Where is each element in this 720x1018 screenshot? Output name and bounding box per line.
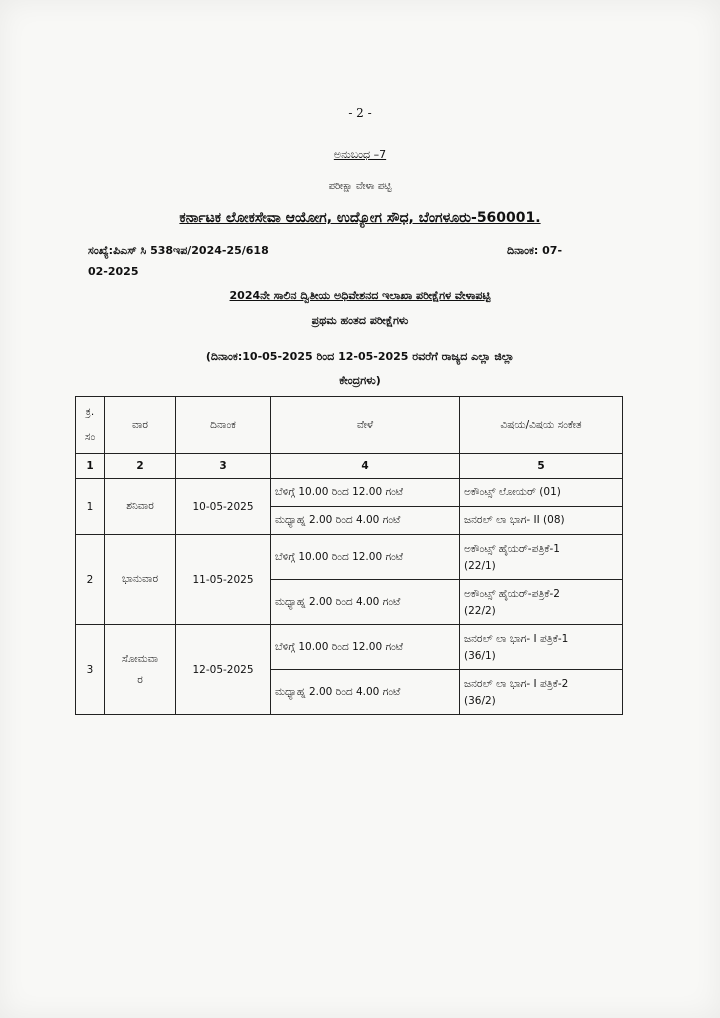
column-number-row <box>76 454 623 479</box>
subject-code: (36/2) <box>464 694 496 707</box>
row-afternoon-time: ಮಧ್ಯಾಹ್ನ 2.00 ರಿಂದ 4.00 ಗಂಟೆ <box>271 670 460 715</box>
column-number: 2 <box>105 454 176 479</box>
row-afternoon-time: ಮಧ್ಯಾಹ್ನ 2.00 ರಿಂದ 4.00 ಗಂಟೆ <box>271 507 460 535</box>
subject-name: ಜನರಲ್ ಲಾ ಭಾಗ- I ಪತ್ರಿಕೆ-1 <box>464 632 569 645</box>
header-sl-a: ಕ್ರ. <box>85 406 95 418</box>
phase-heading: ಪ್ರಥಮ ಹಂತದ ಪರೀಕ್ಷೆಗಳು <box>311 314 409 327</box>
row-morning-time: ಬೆಳಿಗ್ಗೆ 10.00 ರಿಂದ 12.00 ಗಂಟೆ <box>271 479 460 507</box>
subject-code: (22/2) <box>464 604 496 617</box>
header-sl <box>76 397 105 454</box>
row-date: 12-05-2025 <box>176 625 271 715</box>
header-date: ದಿನಾಂಕ <box>176 397 271 454</box>
header-day: ವಾರ <box>105 397 176 454</box>
column-number: 3 <box>176 454 271 479</box>
column-number: 1 <box>76 454 105 479</box>
subject-name: ಅಕೌಂಟ್ಸ್ ಹೈಯರ್-ಪತ್ರಿಕೆ-1 <box>464 542 560 555</box>
date-label: ದಿನಾಂಕ: 07- <box>507 244 563 257</box>
table-row <box>76 535 623 580</box>
office-title: ಕರ್ನಾಟಕ ಲೋಕಸೇವಾ ಆಯೋಗ, ಉದ್ಯೋಗ ಸೌಧ, ಬೆಂಗಳೂರು-560001. <box>179 210 541 226</box>
day-part-a: ಸೋಮವಾ <box>121 652 159 665</box>
row-afternoon-time: ಮಧ್ಯಾಹ್ನ 2.00 ರಿಂದ 4.00 ಗಂಟೆ <box>271 580 460 625</box>
row-morning-subject <box>460 535 623 580</box>
row-morning-subject: ಅಕೌಂಟ್ಸ್ ಲೋಯರ್ (01) <box>460 479 623 507</box>
row-day: ಶನಿವಾರ <box>105 479 176 535</box>
table-header-row <box>76 397 623 454</box>
row-afternoon-subject <box>460 670 623 715</box>
row-date: 11-05-2025 <box>176 535 271 625</box>
row-sl: 1 <box>76 479 105 535</box>
column-number: 5 <box>460 454 623 479</box>
annexure-label: ಅನುಬಂಧ –7 <box>333 148 387 161</box>
exam-schedule-table <box>75 396 623 715</box>
date-range-line-2: ಕೇಂದ್ರಗಳು) <box>339 374 381 387</box>
row-morning-time: ಬೆಳಿಗ್ಗೆ 10.00 ರಿಂದ 12.00 ಗಂಟೆ <box>271 625 460 670</box>
table-row <box>76 479 623 507</box>
subject-code: (22/1) <box>464 559 496 572</box>
date-range-line-1: (ದಿನಾಂಕ:10-05-2025 ರಿಂದ 12-05-2025 ರವರೆಗೆ ರಾಜ್ಯದ ಎಲ್ಲಾ ಜಿಲ್ಲಾ <box>205 350 515 363</box>
subject-name: ಅಕೌಂಟ್ಸ್ ಹೈಯರ್-ಪತ್ರಿಕೆ-2 <box>464 587 560 600</box>
header-subject: ವಿಷಯ/ವಿಷಯ ಸಂಕೇತ <box>460 397 623 454</box>
reference-number: ಸಂಖ್ಯೆ:ಪಿಎಸ್ ಸಿ 538ಇಪ/2024-25/618 <box>88 244 269 257</box>
row-day <box>105 625 176 715</box>
row-date: 10-05-2025 <box>176 479 271 535</box>
schedule-heading: 2024ನೇ ಸಾಲಿನ ದ್ವಿತೀಯ ಅಧಿವೇಶನದ ಇಲಾಖಾ ಪರೀಕ್ಷೆಗಳ ವೇಳಾಪಟ್ಟಿ <box>229 289 491 302</box>
date-continued: 02-2025 <box>88 265 139 278</box>
subject-name: ಜನರಲ್ ಲಾ ಭಾಗ- I ಪತ್ರಿಕೆ-2 <box>464 677 569 690</box>
schedule-title: ಪರೀಕ್ಷಾ ವೇಳಾ ಪಟ್ಟಿ <box>328 181 392 192</box>
row-morning-subject <box>460 625 623 670</box>
column-number: 4 <box>271 454 460 479</box>
row-afternoon-subject: ಜನರಲ್ ಲಾ ಭಾಗ- II (08) <box>460 507 623 535</box>
table-row <box>76 625 623 670</box>
row-day: ಭಾನುವಾರ <box>105 535 176 625</box>
page-number: - 2 - <box>348 106 372 120</box>
header-time: ವೇಳೆ <box>271 397 460 454</box>
row-sl: 2 <box>76 535 105 625</box>
day-part-b: ರ <box>137 673 143 686</box>
header-sl-b: ಸಂ <box>84 431 96 443</box>
row-morning-time: ಬೆಳಿಗ್ಗೆ 10.00 ರಿಂದ 12.00 ಗಂಟೆ <box>271 535 460 580</box>
row-afternoon-subject <box>460 580 623 625</box>
subject-code: (36/1) <box>464 649 496 662</box>
row-sl: 3 <box>76 625 105 715</box>
